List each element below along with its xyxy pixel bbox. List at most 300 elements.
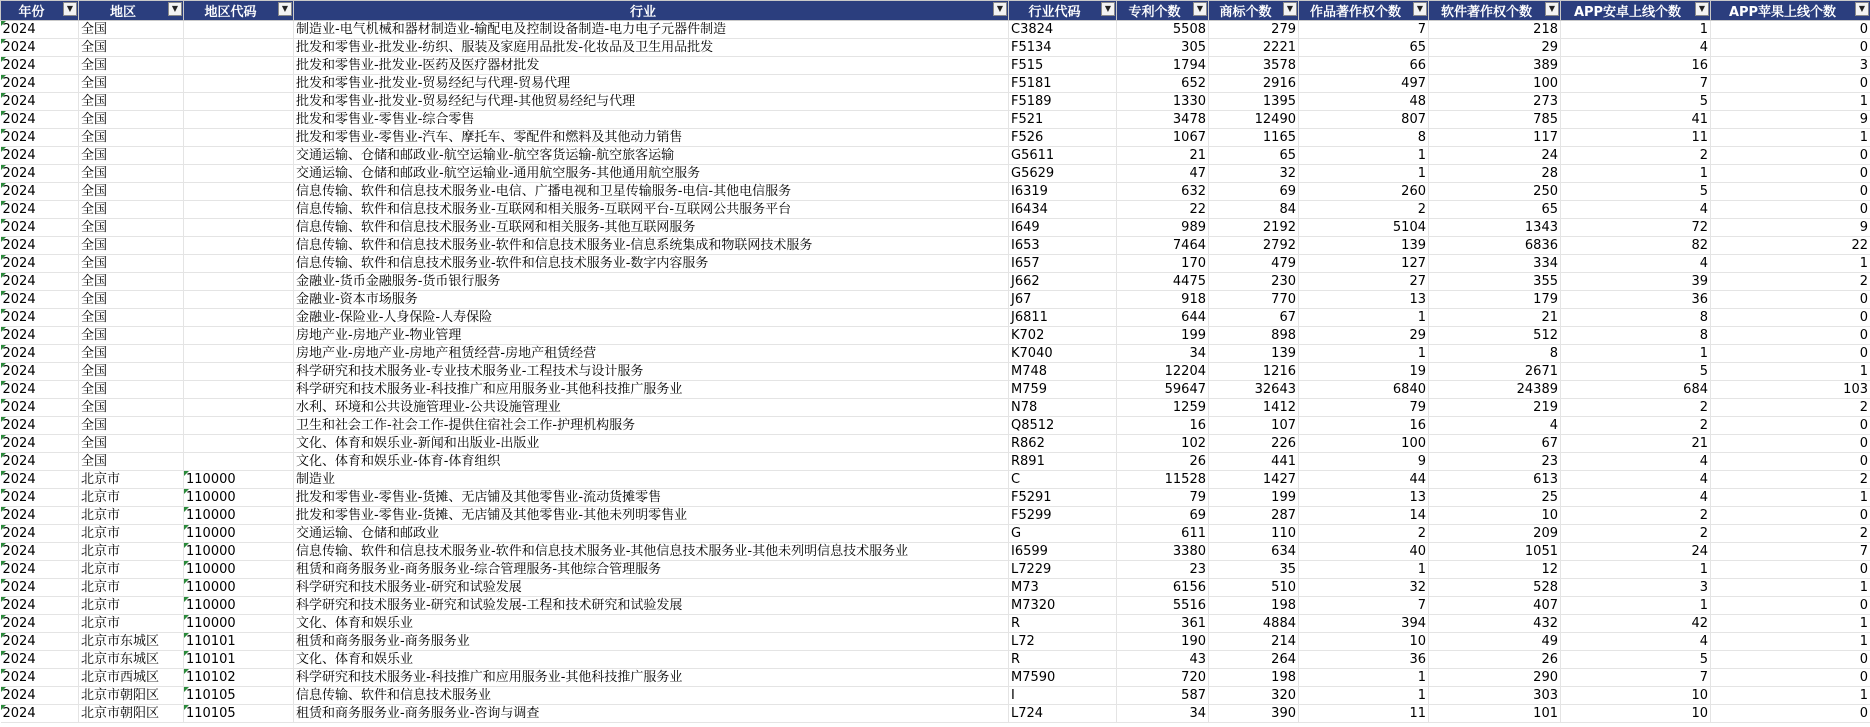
cell-region-code[interactable]: 110000 <box>184 615 294 633</box>
cell-industry[interactable]: 批发和零售业-批发业-纺织、服装及家庭用品批发-化妆品及卫生用品批发 <box>294 39 1009 57</box>
cell-work-copyright-count[interactable]: 9 <box>1299 453 1429 471</box>
cell-apple-app-count[interactable]: 0 <box>1711 147 1870 165</box>
cell-region[interactable]: 全国 <box>79 39 184 57</box>
cell-industry-code[interactable]: Q8512 <box>1009 417 1117 435</box>
cell-industry[interactable]: 文化、体育和娱乐业-体育-体育组织 <box>294 453 1009 471</box>
filter-active-icon[interactable]: ▼ <box>1193 2 1207 16</box>
cell-patent-count[interactable]: 69 <box>1117 507 1209 525</box>
cell-industry[interactable]: 科学研究和技术服务业-研究和试验发展 <box>294 579 1009 597</box>
filter-dropdown-icon[interactable]: ▼ <box>993 2 1007 16</box>
cell-apple-app-count[interactable]: 7 <box>1711 543 1870 561</box>
cell-apple-app-count[interactable]: 3 <box>1711 57 1870 75</box>
cell-industry-code[interactable]: I <box>1009 687 1117 705</box>
cell-year[interactable]: 2024 <box>1 93 79 111</box>
cell-work-copyright-count[interactable]: 5104 <box>1299 219 1429 237</box>
cell-software-copyright-count[interactable]: 24 <box>1429 147 1561 165</box>
cell-region-code[interactable] <box>184 75 294 93</box>
cell-region-code[interactable] <box>184 183 294 201</box>
filter-active-icon[interactable]: ▼ <box>1283 2 1297 16</box>
cell-apple-app-count[interactable]: 0 <box>1711 327 1870 345</box>
cell-patent-count[interactable]: 587 <box>1117 687 1209 705</box>
cell-trademark-count[interactable]: 84 <box>1209 201 1299 219</box>
cell-work-copyright-count[interactable]: 32 <box>1299 579 1429 597</box>
cell-region[interactable]: 全国 <box>79 219 184 237</box>
cell-industry[interactable]: 信息传输、软件和信息技术服务业-电信、广播电视和卫星传输服务-电信-其他电信服务 <box>294 183 1009 201</box>
cell-apple-app-count[interactable]: 1 <box>1711 93 1870 111</box>
cell-industry[interactable]: 金融业-保险业-人身保险-人寿保险 <box>294 309 1009 327</box>
cell-android-app-count[interactable]: 24 <box>1561 543 1711 561</box>
cell-software-copyright-count[interactable]: 613 <box>1429 471 1561 489</box>
cell-industry-code[interactable]: M7590 <box>1009 669 1117 687</box>
cell-apple-app-count[interactable]: 0 <box>1711 669 1870 687</box>
cell-trademark-count[interactable]: 3578 <box>1209 57 1299 75</box>
cell-trademark-count[interactable]: 2792 <box>1209 237 1299 255</box>
cell-industry[interactable]: 文化、体育和娱乐业-新闻和出版业-出版业 <box>294 435 1009 453</box>
cell-industry-code[interactable]: G <box>1009 525 1117 543</box>
cell-patent-count[interactable]: 16 <box>1117 417 1209 435</box>
cell-patent-count[interactable]: 644 <box>1117 309 1209 327</box>
cell-software-copyright-count[interactable]: 219 <box>1429 399 1561 417</box>
cell-software-copyright-count[interactable]: 67 <box>1429 435 1561 453</box>
cell-industry-code[interactable]: F515 <box>1009 57 1117 75</box>
cell-trademark-count[interactable]: 510 <box>1209 579 1299 597</box>
cell-android-app-count[interactable]: 2 <box>1561 525 1711 543</box>
cell-industry-code[interactable]: F521 <box>1009 111 1117 129</box>
cell-year[interactable]: 2024 <box>1 147 79 165</box>
cell-trademark-count[interactable]: 198 <box>1209 597 1299 615</box>
cell-work-copyright-count[interactable]: 2 <box>1299 201 1429 219</box>
cell-software-copyright-count[interactable]: 23 <box>1429 453 1561 471</box>
cell-year[interactable]: 2024 <box>1 219 79 237</box>
cell-region[interactable]: 全国 <box>79 453 184 471</box>
cell-industry[interactable]: 科学研究和技术服务业-研究和试验发展-工程和技术研究和试验发展 <box>294 597 1009 615</box>
cell-year[interactable]: 2024 <box>1 39 79 57</box>
cell-region-code[interactable] <box>184 165 294 183</box>
cell-industry[interactable]: 信息传输、软件和信息技术服务业-互联网和相关服务-互联网平台-互联网公共服务平台 <box>294 201 1009 219</box>
cell-region[interactable]: 全国 <box>79 273 184 291</box>
cell-region[interactable]: 北京市 <box>79 471 184 489</box>
cell-patent-count[interactable]: 11528 <box>1117 471 1209 489</box>
cell-region[interactable]: 北京市 <box>79 615 184 633</box>
cell-apple-app-count[interactable]: 1 <box>1711 579 1870 597</box>
cell-region-code[interactable]: 110000 <box>184 489 294 507</box>
cell-industry-code[interactable]: N78 <box>1009 399 1117 417</box>
cell-apple-app-count[interactable]: 0 <box>1711 39 1870 57</box>
cell-apple-app-count[interactable]: 9 <box>1711 111 1870 129</box>
filter-dropdown-icon[interactable]: ▼ <box>63 2 77 16</box>
cell-work-copyright-count[interactable]: 19 <box>1299 363 1429 381</box>
cell-year[interactable]: 2024 <box>1 669 79 687</box>
cell-industry-code[interactable]: M759 <box>1009 381 1117 399</box>
cell-work-copyright-count[interactable]: 6840 <box>1299 381 1429 399</box>
cell-work-copyright-count[interactable]: 27 <box>1299 273 1429 291</box>
cell-industry[interactable]: 制造业-电气机械和器材制造业-输配电及控制设备制造-电力电子元器件制造 <box>294 21 1009 39</box>
cell-region[interactable]: 全国 <box>79 21 184 39</box>
cell-software-copyright-count[interactable]: 218 <box>1429 21 1561 39</box>
cell-android-app-count[interactable]: 5 <box>1561 93 1711 111</box>
cell-region[interactable]: 北京市 <box>79 507 184 525</box>
cell-android-app-count[interactable]: 4 <box>1561 255 1711 273</box>
cell-industry-code[interactable]: I653 <box>1009 237 1117 255</box>
cell-android-app-count[interactable]: 684 <box>1561 381 1711 399</box>
cell-apple-app-count[interactable]: 1 <box>1711 363 1870 381</box>
cell-android-app-count[interactable]: 1 <box>1561 561 1711 579</box>
cell-region-code[interactable] <box>184 57 294 75</box>
cell-android-app-count[interactable]: 4 <box>1561 471 1711 489</box>
cell-work-copyright-count[interactable]: 10 <box>1299 633 1429 651</box>
cell-trademark-count[interactable]: 287 <box>1209 507 1299 525</box>
cell-trademark-count[interactable]: 279 <box>1209 21 1299 39</box>
cell-year[interactable]: 2024 <box>1 57 79 75</box>
cell-software-copyright-count[interactable]: 785 <box>1429 111 1561 129</box>
cell-year[interactable]: 2024 <box>1 273 79 291</box>
cell-year[interactable]: 2024 <box>1 237 79 255</box>
cell-android-app-count[interactable]: 3 <box>1561 579 1711 597</box>
cell-region[interactable]: 全国 <box>79 75 184 93</box>
cell-patent-count[interactable]: 632 <box>1117 183 1209 201</box>
cell-industry-code[interactable]: R862 <box>1009 435 1117 453</box>
filter-dropdown-icon[interactable]: ▼ <box>168 2 182 16</box>
cell-work-copyright-count[interactable]: 1 <box>1299 345 1429 363</box>
cell-region-code[interactable] <box>184 237 294 255</box>
cell-software-copyright-count[interactable]: 355 <box>1429 273 1561 291</box>
cell-android-app-count[interactable]: 1 <box>1561 21 1711 39</box>
cell-trademark-count[interactable]: 199 <box>1209 489 1299 507</box>
cell-work-copyright-count[interactable]: 79 <box>1299 399 1429 417</box>
cell-region[interactable]: 全国 <box>79 363 184 381</box>
cell-apple-app-count[interactable]: 22 <box>1711 237 1870 255</box>
cell-industry-code[interactable]: L724 <box>1009 705 1117 723</box>
cell-android-app-count[interactable]: 4 <box>1561 39 1711 57</box>
cell-industry-code[interactable]: G5629 <box>1009 165 1117 183</box>
cell-patent-count[interactable]: 611 <box>1117 525 1209 543</box>
cell-region-code[interactable]: 110000 <box>184 543 294 561</box>
cell-region[interactable]: 全国 <box>79 399 184 417</box>
cell-android-app-count[interactable]: 4 <box>1561 633 1711 651</box>
cell-trademark-count[interactable]: 226 <box>1209 435 1299 453</box>
cell-industry[interactable]: 信息传输、软件和信息技术服务业-软件和信息技术服务业-其他信息技术服务业-其他未列明信息技术服务业 <box>294 543 1009 561</box>
cell-region-code[interactable] <box>184 39 294 57</box>
cell-industry[interactable]: 批发和零售业-零售业-汽车、摩托车、零配件和燃料及其他动力销售 <box>294 129 1009 147</box>
cell-year[interactable]: 2024 <box>1 327 79 345</box>
cell-patent-count[interactable]: 5516 <box>1117 597 1209 615</box>
cell-region[interactable]: 全国 <box>79 147 184 165</box>
cell-trademark-count[interactable]: 1395 <box>1209 93 1299 111</box>
cell-trademark-count[interactable]: 634 <box>1209 543 1299 561</box>
cell-work-copyright-count[interactable]: 13 <box>1299 489 1429 507</box>
cell-software-copyright-count[interactable]: 2671 <box>1429 363 1561 381</box>
cell-software-copyright-count[interactable]: 389 <box>1429 57 1561 75</box>
cell-apple-app-count[interactable]: 2 <box>1711 399 1870 417</box>
cell-trademark-count[interactable]: 441 <box>1209 453 1299 471</box>
cell-patent-count[interactable]: 47 <box>1117 165 1209 183</box>
cell-android-app-count[interactable]: 2 <box>1561 147 1711 165</box>
cell-trademark-count[interactable]: 1427 <box>1209 471 1299 489</box>
cell-industry[interactable]: 文化、体育和娱乐业 <box>294 651 1009 669</box>
cell-trademark-count[interactable]: 264 <box>1209 651 1299 669</box>
cell-industry[interactable]: 制造业 <box>294 471 1009 489</box>
cell-industry-code[interactable]: K702 <box>1009 327 1117 345</box>
cell-patent-count[interactable]: 34 <box>1117 345 1209 363</box>
cell-patent-count[interactable]: 989 <box>1117 219 1209 237</box>
cell-patent-count[interactable]: 918 <box>1117 291 1209 309</box>
cell-patent-count[interactable]: 6156 <box>1117 579 1209 597</box>
cell-region[interactable]: 全国 <box>79 327 184 345</box>
cell-patent-count[interactable]: 79 <box>1117 489 1209 507</box>
cell-region-code[interactable] <box>184 417 294 435</box>
cell-software-copyright-count[interactable]: 290 <box>1429 669 1561 687</box>
cell-region[interactable]: 全国 <box>79 435 184 453</box>
cell-software-copyright-count[interactable]: 179 <box>1429 291 1561 309</box>
cell-region[interactable]: 全国 <box>79 93 184 111</box>
cell-region-code[interactable] <box>184 327 294 345</box>
cell-region-code[interactable]: 110000 <box>184 471 294 489</box>
cell-work-copyright-count[interactable]: 11 <box>1299 705 1429 723</box>
cell-year[interactable]: 2024 <box>1 633 79 651</box>
cell-android-app-count[interactable]: 1 <box>1561 165 1711 183</box>
cell-android-app-count[interactable]: 5 <box>1561 363 1711 381</box>
cell-android-app-count[interactable]: 7 <box>1561 669 1711 687</box>
cell-apple-app-count[interactable]: 2 <box>1711 273 1870 291</box>
cell-year[interactable]: 2024 <box>1 201 79 219</box>
cell-region[interactable]: 北京市 <box>79 561 184 579</box>
cell-work-copyright-count[interactable]: 16 <box>1299 417 1429 435</box>
cell-work-copyright-count[interactable]: 1 <box>1299 165 1429 183</box>
cell-region-code[interactable]: 110105 <box>184 687 294 705</box>
cell-region[interactable]: 北京市 <box>79 579 184 597</box>
cell-software-copyright-count[interactable]: 273 <box>1429 93 1561 111</box>
cell-patent-count[interactable]: 190 <box>1117 633 1209 651</box>
cell-industry[interactable]: 批发和零售业-零售业-货摊、无店铺及其他零售业-其他未列明零售业 <box>294 507 1009 525</box>
cell-patent-count[interactable]: 34 <box>1117 705 1209 723</box>
cell-year[interactable]: 2024 <box>1 255 79 273</box>
cell-software-copyright-count[interactable]: 1051 <box>1429 543 1561 561</box>
cell-apple-app-count[interactable]: 0 <box>1711 309 1870 327</box>
cell-android-app-count[interactable]: 7 <box>1561 75 1711 93</box>
cell-software-copyright-count[interactable]: 1343 <box>1429 219 1561 237</box>
cell-industry[interactable]: 交通运输、仓储和邮政业-航空运输业-航空客货运输-航空旅客运输 <box>294 147 1009 165</box>
cell-year[interactable]: 2024 <box>1 507 79 525</box>
cell-industry[interactable]: 卫生和社会工作-社会工作-提供住宿社会工作-护理机构服务 <box>294 417 1009 435</box>
cell-year[interactable]: 2024 <box>1 705 79 723</box>
cell-software-copyright-count[interactable]: 12 <box>1429 561 1561 579</box>
cell-software-copyright-count[interactable]: 4 <box>1429 417 1561 435</box>
cell-region-code[interactable]: 110101 <box>184 651 294 669</box>
cell-work-copyright-count[interactable]: 13 <box>1299 291 1429 309</box>
cell-software-copyright-count[interactable]: 512 <box>1429 327 1561 345</box>
cell-trademark-count[interactable]: 4884 <box>1209 615 1299 633</box>
cell-software-copyright-count[interactable]: 101 <box>1429 705 1561 723</box>
cell-software-copyright-count[interactable]: 10 <box>1429 507 1561 525</box>
cell-industry[interactable]: 房地产业-房地产业-物业管理 <box>294 327 1009 345</box>
cell-trademark-count[interactable]: 230 <box>1209 273 1299 291</box>
cell-software-copyright-count[interactable]: 49 <box>1429 633 1561 651</box>
cell-trademark-count[interactable]: 32643 <box>1209 381 1299 399</box>
cell-region-code[interactable] <box>184 273 294 291</box>
cell-industry-code[interactable]: I6599 <box>1009 543 1117 561</box>
cell-work-copyright-count[interactable]: 807 <box>1299 111 1429 129</box>
cell-industry-code[interactable]: C <box>1009 471 1117 489</box>
cell-industry[interactable]: 科学研究和技术服务业-专业技术服务业-工程技术与设计服务 <box>294 363 1009 381</box>
cell-patent-count[interactable]: 43 <box>1117 651 1209 669</box>
cell-industry-code[interactable]: R <box>1009 651 1117 669</box>
cell-industry-code[interactable]: M748 <box>1009 363 1117 381</box>
cell-industry-code[interactable]: G5611 <box>1009 147 1117 165</box>
cell-trademark-count[interactable]: 1165 <box>1209 129 1299 147</box>
cell-region-code[interactable] <box>184 21 294 39</box>
cell-trademark-count[interactable]: 320 <box>1209 687 1299 705</box>
cell-trademark-count[interactable]: 1216 <box>1209 363 1299 381</box>
cell-software-copyright-count[interactable]: 26 <box>1429 651 1561 669</box>
cell-industry-code[interactable]: I6434 <box>1009 201 1117 219</box>
filter-active-icon[interactable]: ▼ <box>1855 2 1869 16</box>
cell-industry[interactable]: 金融业-资本市场服务 <box>294 291 1009 309</box>
cell-industry[interactable]: 金融业-货币金融服务-货币银行服务 <box>294 273 1009 291</box>
cell-industry[interactable]: 信息传输、软件和信息技术服务业-软件和信息技术服务业-信息系统集成和物联网技术服务 <box>294 237 1009 255</box>
filter-dropdown-icon[interactable]: ▼ <box>1101 2 1115 16</box>
cell-software-copyright-count[interactable]: 100 <box>1429 75 1561 93</box>
cell-patent-count[interactable]: 1330 <box>1117 93 1209 111</box>
cell-year[interactable]: 2024 <box>1 471 79 489</box>
cell-android-app-count[interactable]: 72 <box>1561 219 1711 237</box>
cell-work-copyright-count[interactable]: 1 <box>1299 561 1429 579</box>
cell-android-app-count[interactable]: 2 <box>1561 507 1711 525</box>
cell-android-app-count[interactable]: 36 <box>1561 291 1711 309</box>
cell-android-app-count[interactable]: 10 <box>1561 705 1711 723</box>
cell-software-copyright-count[interactable]: 29 <box>1429 39 1561 57</box>
cell-android-app-count[interactable]: 5 <box>1561 183 1711 201</box>
cell-region[interactable]: 北京市 <box>79 525 184 543</box>
cell-year[interactable]: 2024 <box>1 435 79 453</box>
cell-region[interactable]: 全国 <box>79 129 184 147</box>
cell-trademark-count[interactable]: 107 <box>1209 417 1299 435</box>
cell-software-copyright-count[interactable]: 528 <box>1429 579 1561 597</box>
cell-region-code[interactable] <box>184 399 294 417</box>
cell-software-copyright-count[interactable]: 65 <box>1429 201 1561 219</box>
cell-industry-code[interactable]: F526 <box>1009 129 1117 147</box>
cell-patent-count[interactable]: 12204 <box>1117 363 1209 381</box>
cell-android-app-count[interactable]: 2 <box>1561 417 1711 435</box>
cell-region-code[interactable]: 110000 <box>184 507 294 525</box>
cell-trademark-count[interactable]: 32 <box>1209 165 1299 183</box>
cell-region-code[interactable]: 110102 <box>184 669 294 687</box>
cell-year[interactable]: 2024 <box>1 21 79 39</box>
cell-trademark-count[interactable]: 390 <box>1209 705 1299 723</box>
cell-industry[interactable]: 房地产业-房地产业-房地产租赁经营-房地产租赁经营 <box>294 345 1009 363</box>
cell-trademark-count[interactable]: 898 <box>1209 327 1299 345</box>
cell-year[interactable]: 2024 <box>1 111 79 129</box>
cell-work-copyright-count[interactable]: 8 <box>1299 129 1429 147</box>
cell-region-code[interactable] <box>184 363 294 381</box>
cell-industry[interactable]: 文化、体育和娱乐业 <box>294 615 1009 633</box>
cell-patent-count[interactable]: 3478 <box>1117 111 1209 129</box>
cell-trademark-count[interactable]: 1412 <box>1209 399 1299 417</box>
cell-apple-app-count[interactable]: 0 <box>1711 417 1870 435</box>
cell-work-copyright-count[interactable]: 394 <box>1299 615 1429 633</box>
cell-software-copyright-count[interactable]: 209 <box>1429 525 1561 543</box>
cell-industry[interactable]: 科学研究和技术服务业-科技推广和应用服务业-其他科技推广服务业 <box>294 381 1009 399</box>
cell-region[interactable]: 全国 <box>79 165 184 183</box>
cell-work-copyright-count[interactable]: 29 <box>1299 327 1429 345</box>
cell-software-copyright-count[interactable]: 6836 <box>1429 237 1561 255</box>
cell-android-app-count[interactable]: 1 <box>1561 597 1711 615</box>
cell-industry[interactable]: 租赁和商务服务业-商务服务业-综合管理服务-其他综合管理服务 <box>294 561 1009 579</box>
cell-patent-count[interactable]: 1259 <box>1117 399 1209 417</box>
cell-industry[interactable]: 水利、环境和公共设施管理业-公共设施管理业 <box>294 399 1009 417</box>
cell-industry-code[interactable]: I649 <box>1009 219 1117 237</box>
cell-apple-app-count[interactable]: 0 <box>1711 291 1870 309</box>
filter-active-icon[interactable]: ▼ <box>1695 2 1709 16</box>
cell-patent-count[interactable]: 7464 <box>1117 237 1209 255</box>
cell-year[interactable]: 2024 <box>1 399 79 417</box>
cell-patent-count[interactable]: 305 <box>1117 39 1209 57</box>
cell-android-app-count[interactable]: 4 <box>1561 201 1711 219</box>
cell-work-copyright-count[interactable]: 100 <box>1299 435 1429 453</box>
cell-apple-app-count[interactable]: 0 <box>1711 705 1870 723</box>
cell-apple-app-count[interactable]: 0 <box>1711 597 1870 615</box>
cell-region-code[interactable] <box>184 129 294 147</box>
cell-patent-count[interactable]: 199 <box>1117 327 1209 345</box>
cell-year[interactable]: 2024 <box>1 417 79 435</box>
cell-patent-count[interactable]: 3380 <box>1117 543 1209 561</box>
cell-android-app-count[interactable]: 8 <box>1561 309 1711 327</box>
cell-software-copyright-count[interactable]: 334 <box>1429 255 1561 273</box>
cell-industry-code[interactable]: F5134 <box>1009 39 1117 57</box>
cell-year[interactable]: 2024 <box>1 291 79 309</box>
cell-region-code[interactable]: 110101 <box>184 633 294 651</box>
cell-software-copyright-count[interactable]: 303 <box>1429 687 1561 705</box>
cell-region-code[interactable] <box>184 309 294 327</box>
cell-trademark-count[interactable]: 69 <box>1209 183 1299 201</box>
cell-android-app-count[interactable]: 8 <box>1561 327 1711 345</box>
cell-android-app-count[interactable]: 1 <box>1561 345 1711 363</box>
cell-trademark-count[interactable]: 2916 <box>1209 75 1299 93</box>
cell-android-app-count[interactable]: 42 <box>1561 615 1711 633</box>
cell-apple-app-count[interactable]: 2 <box>1711 471 1870 489</box>
cell-industry[interactable]: 租赁和商务服务业-商务服务业-咨询与调查 <box>294 705 1009 723</box>
cell-year[interactable]: 2024 <box>1 561 79 579</box>
cell-trademark-count[interactable]: 139 <box>1209 345 1299 363</box>
cell-region[interactable]: 北京市东城区 <box>79 651 184 669</box>
cell-region[interactable]: 全国 <box>79 255 184 273</box>
cell-industry-code[interactable]: R891 <box>1009 453 1117 471</box>
cell-region[interactable]: 北京市 <box>79 489 184 507</box>
cell-industry-code[interactable]: F5189 <box>1009 93 1117 111</box>
cell-work-copyright-count[interactable]: 14 <box>1299 507 1429 525</box>
cell-region-code[interactable]: 110000 <box>184 561 294 579</box>
cell-industry[interactable]: 批发和零售业-零售业-货摊、无店铺及其他零售业-流动货摊零售 <box>294 489 1009 507</box>
cell-work-copyright-count[interactable]: 139 <box>1299 237 1429 255</box>
cell-year[interactable]: 2024 <box>1 651 79 669</box>
cell-industry-code[interactable]: J67 <box>1009 291 1117 309</box>
cell-apple-app-count[interactable]: 0 <box>1711 75 1870 93</box>
cell-android-app-count[interactable]: 11 <box>1561 129 1711 147</box>
cell-patent-count[interactable]: 361 <box>1117 615 1209 633</box>
cell-patent-count[interactable]: 652 <box>1117 75 1209 93</box>
cell-apple-app-count[interactable]: 0 <box>1711 651 1870 669</box>
cell-region[interactable]: 北京市朝阳区 <box>79 687 184 705</box>
cell-software-copyright-count[interactable]: 25 <box>1429 489 1561 507</box>
cell-industry[interactable]: 科学研究和技术服务业-科技推广和应用服务业-其他科技推广服务业 <box>294 669 1009 687</box>
cell-work-copyright-count[interactable]: 48 <box>1299 93 1429 111</box>
cell-region-code[interactable] <box>184 219 294 237</box>
cell-industry-code[interactable]: M73 <box>1009 579 1117 597</box>
cell-trademark-count[interactable]: 2221 <box>1209 39 1299 57</box>
cell-apple-app-count[interactable]: 0 <box>1711 345 1870 363</box>
cell-industry-code[interactable]: K7040 <box>1009 345 1117 363</box>
cell-region-code[interactable]: 110105 <box>184 705 294 723</box>
cell-industry-code[interactable]: C3824 <box>1009 21 1117 39</box>
